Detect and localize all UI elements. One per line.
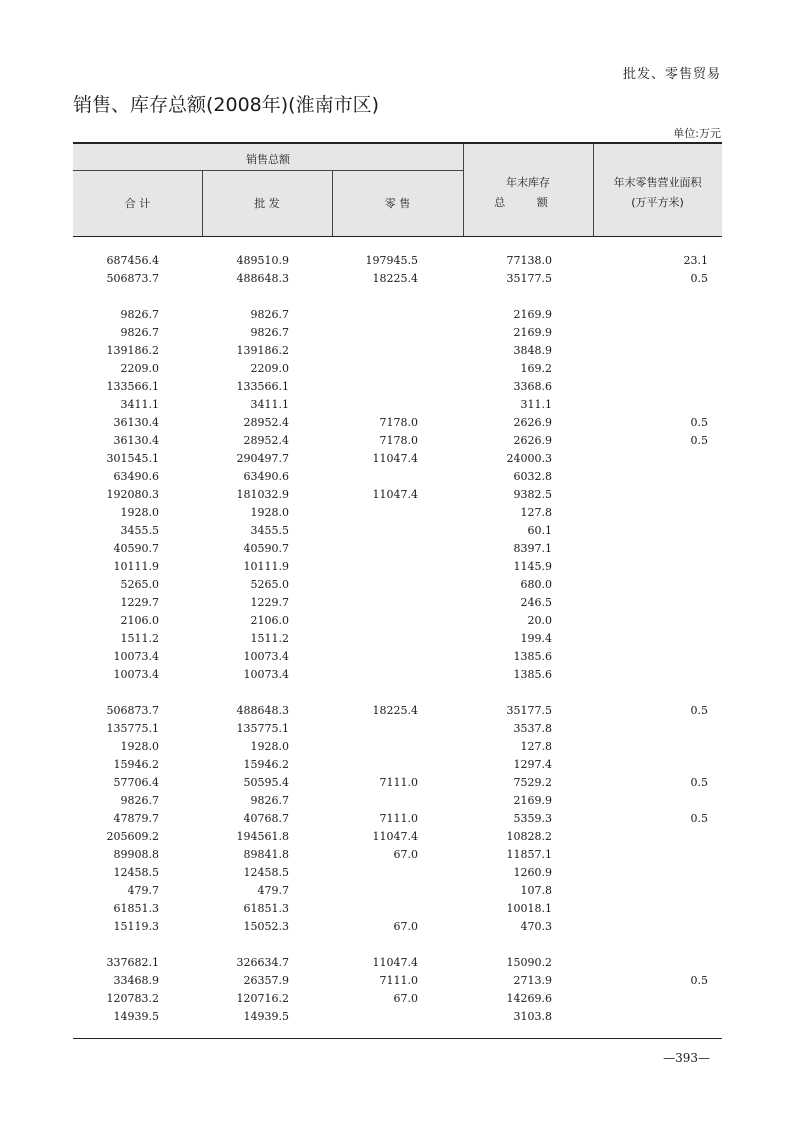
chapter-label: 批发、零售贸易 (622, 67, 721, 82)
table-row (73, 396, 722, 414)
header-retail-area: 年末零售营业面积 (613, 176, 702, 189)
cell-wholesale: 26357.9 (243, 974, 289, 987)
cell-wholesale: 194561.8 (236, 830, 289, 843)
cell-total: 47879.7 (113, 812, 159, 825)
page-title: 销售、库存总额(2008年)(淮南市区) (73, 94, 380, 116)
header-total: 合 计 (124, 197, 151, 210)
cell-total: 3411.1 (120, 398, 159, 411)
table-row (73, 900, 722, 918)
table-row (73, 846, 722, 864)
table-row (73, 972, 722, 990)
cell-inventory: 24000.3 (506, 452, 552, 465)
cell-total: 12458.5 (113, 866, 159, 879)
cell-total: 1511.2 (120, 632, 159, 645)
cell-inventory: 3537.8 (513, 722, 552, 735)
cell-retail: 7111.0 (379, 812, 418, 825)
cell-retail-area: 0.5 (690, 776, 708, 789)
cell-wholesale: 10073.4 (243, 668, 289, 681)
table-row (73, 612, 722, 630)
cell-inventory: 8397.1 (513, 542, 552, 555)
cell-retail-area: 23.1 (683, 254, 708, 267)
cell-inventory: 10828.2 (506, 830, 552, 843)
cell-inventory: 2169.9 (513, 326, 552, 339)
cell-total: 2209.0 (120, 362, 159, 375)
cell-wholesale: 1229.7 (250, 596, 289, 609)
cell-inventory: 107.8 (520, 884, 552, 897)
cell-wholesale: 40768.7 (243, 812, 289, 825)
page-number: —393— (663, 1051, 710, 1065)
cell-wholesale: 9826.7 (250, 326, 289, 339)
cell-retail: 18225.4 (372, 704, 418, 717)
cell-total: 192080.3 (106, 488, 159, 501)
cell-wholesale: 15052.3 (243, 920, 289, 933)
cell-inventory: 10018.1 (506, 902, 552, 915)
cell-inventory: 15090.2 (506, 956, 552, 969)
cell-wholesale: 1511.2 (250, 632, 289, 645)
table-row (73, 864, 722, 882)
table-row (73, 720, 722, 738)
cell-wholesale: 2106.0 (250, 614, 289, 627)
cell-inventory: 1385.6 (513, 668, 552, 681)
cell-total: 133566.1 (106, 380, 159, 393)
table-row (73, 540, 722, 558)
cell-inventory: 1260.9 (513, 866, 552, 879)
cell-inventory: 9382.5 (513, 488, 552, 501)
cell-inventory: 3103.8 (513, 1010, 552, 1023)
cell-inventory: 2169.9 (513, 794, 552, 807)
cell-total: 15946.2 (113, 758, 159, 771)
cell-total: 10073.4 (113, 668, 159, 681)
cell-inventory: 311.1 (520, 398, 552, 411)
cell-inventory: 127.8 (520, 740, 552, 753)
cell-retail: 197945.5 (365, 254, 418, 267)
cell-wholesale: 3455.5 (250, 524, 289, 537)
table-row (73, 252, 722, 270)
cell-retail-area: 0.5 (690, 974, 708, 987)
table-row (73, 432, 722, 450)
table-row (73, 756, 722, 774)
bottom-rule (73, 1038, 722, 1039)
cell-inventory: 3368.6 (513, 380, 552, 393)
cell-inventory: 60.1 (527, 524, 552, 537)
cell-retail: 7111.0 (379, 776, 418, 789)
cell-inventory: 7529.2 (513, 776, 552, 789)
cell-wholesale: 2209.0 (250, 362, 289, 375)
cell-retail-area: 0.5 (690, 416, 708, 429)
table-row (73, 414, 722, 432)
cell-inventory: 11857.1 (506, 848, 552, 861)
cell-wholesale: 3411.1 (250, 398, 289, 411)
cell-inventory: 2169.9 (513, 308, 552, 321)
cell-inventory: 1297.4 (513, 758, 552, 771)
cell-wholesale: 290497.7 (236, 452, 289, 465)
cell-total: 36130.4 (113, 434, 159, 447)
cell-wholesale: 61851.3 (243, 902, 289, 915)
table-row (73, 342, 722, 360)
cell-wholesale: 28952.4 (243, 416, 289, 429)
cell-retail-area: 0.5 (690, 704, 708, 717)
cell-total: 1928.0 (120, 506, 159, 519)
table-row (73, 828, 722, 846)
cell-total: 9826.7 (120, 326, 159, 339)
cell-wholesale: 139186.2 (236, 344, 289, 357)
table-row (73, 450, 722, 468)
table-row (73, 576, 722, 594)
cell-total: 205609.2 (106, 830, 159, 843)
cell-retail: 67.0 (393, 848, 418, 861)
table-row (73, 954, 722, 972)
cell-inventory: 20.0 (527, 614, 552, 627)
cell-inventory: 3848.9 (513, 344, 552, 357)
cell-retail: 18225.4 (372, 272, 418, 285)
cell-total: 61851.3 (113, 902, 159, 915)
cell-total: 139186.2 (106, 344, 159, 357)
cell-retail: 7178.0 (379, 434, 418, 447)
data-table (73, 142, 722, 1026)
cell-wholesale: 1928.0 (250, 506, 289, 519)
cell-inventory: 127.8 (520, 506, 552, 519)
cell-wholesale: 63490.6 (243, 470, 289, 483)
cell-inventory: 169.2 (520, 362, 552, 375)
cell-wholesale: 1928.0 (250, 740, 289, 753)
cell-wholesale: 9826.7 (250, 794, 289, 807)
unit-label: 单位:万元 (673, 127, 721, 140)
cell-total: 40590.7 (113, 542, 159, 555)
table-row (73, 882, 722, 900)
table-row (73, 360, 722, 378)
cell-inventory: 199.4 (520, 632, 552, 645)
table-row (73, 774, 722, 792)
cell-total: 57706.4 (113, 776, 159, 789)
cell-wholesale: 326634.7 (236, 956, 289, 969)
cell-inventory: 246.5 (520, 596, 552, 609)
table-row (73, 630, 722, 648)
table-row (73, 918, 722, 936)
cell-inventory: 2626.9 (513, 416, 552, 429)
table-row (73, 792, 722, 810)
cell-total: 135775.1 (106, 722, 159, 735)
table-row (73, 270, 722, 288)
cell-total: 5265.0 (120, 578, 159, 591)
cell-inventory: 6032.8 (513, 470, 552, 483)
cell-wholesale: 5265.0 (250, 578, 289, 591)
cell-inventory: 35177.5 (506, 704, 552, 717)
cell-wholesale: 10073.4 (243, 650, 289, 663)
cell-total: 33468.9 (113, 974, 159, 987)
cell-wholesale: 135775.1 (236, 722, 289, 735)
header-divider (73, 170, 463, 171)
table-row (73, 738, 722, 756)
cell-inventory: 2626.9 (513, 434, 552, 447)
cell-retail: 11047.4 (372, 830, 418, 843)
cell-inventory: 2713.9 (513, 974, 552, 987)
cell-wholesale: 488648.3 (236, 272, 289, 285)
cell-total: 120783.2 (106, 992, 159, 1005)
cell-wholesale: 10111.9 (243, 560, 289, 573)
header-inventory-total: 总 额 (494, 196, 562, 209)
row-spacer (73, 684, 722, 702)
table-row (73, 378, 722, 396)
table-row (73, 648, 722, 666)
cell-wholesale: 488648.3 (236, 704, 289, 717)
cell-total: 301545.1 (106, 452, 159, 465)
cell-wholesale: 28952.4 (243, 434, 289, 447)
cell-total: 36130.4 (113, 416, 159, 429)
table-row (73, 990, 722, 1008)
header-sales-total: 销售总额 (246, 153, 290, 166)
cell-total: 2106.0 (120, 614, 159, 627)
cell-retail-area: 0.5 (690, 272, 708, 285)
header-inventory: 年末库存 (506, 176, 550, 189)
cell-total: 687456.4 (106, 254, 159, 267)
cell-wholesale: 50595.4 (243, 776, 289, 789)
header-retail: 零 售 (384, 197, 411, 210)
cell-total: 506873.7 (106, 272, 159, 285)
cell-retail-area: 0.5 (690, 434, 708, 447)
cell-retail: 67.0 (393, 920, 418, 933)
column-divider (463, 144, 464, 236)
cell-inventory: 5359.3 (513, 812, 552, 825)
table-row (73, 666, 722, 684)
cell-total: 1928.0 (120, 740, 159, 753)
cell-inventory: 680.0 (520, 578, 552, 591)
table-row (73, 702, 722, 720)
cell-total: 89908.8 (113, 848, 159, 861)
cell-retail: 67.0 (393, 992, 418, 1005)
cell-total: 63490.6 (113, 470, 159, 483)
column-divider (593, 144, 594, 236)
table-row (73, 558, 722, 576)
row-spacer (73, 288, 722, 306)
header-retail-area-unit: (万平方米) (631, 196, 684, 209)
cell-wholesale: 479.7 (257, 884, 289, 897)
cell-wholesale: 14939.5 (243, 1010, 289, 1023)
cell-total: 9826.7 (120, 794, 159, 807)
table-body (73, 252, 722, 1026)
cell-wholesale: 9826.7 (250, 308, 289, 321)
cell-wholesale: 40590.7 (243, 542, 289, 555)
cell-total: 9826.7 (120, 308, 159, 321)
cell-total: 14939.5 (113, 1010, 159, 1023)
cell-total: 10073.4 (113, 650, 159, 663)
table-row (73, 324, 722, 342)
table-header (73, 142, 722, 237)
table-row (73, 1008, 722, 1026)
cell-total: 506873.7 (106, 704, 159, 717)
cell-wholesale: 12458.5 (243, 866, 289, 879)
cell-retail: 7111.0 (379, 974, 418, 987)
cell-total: 1229.7 (120, 596, 159, 609)
table-row (73, 594, 722, 612)
cell-wholesale: 89841.8 (243, 848, 289, 861)
cell-wholesale: 120716.2 (236, 992, 289, 1005)
cell-wholesale: 489510.9 (236, 254, 289, 267)
table-row (73, 810, 722, 828)
cell-inventory: 35177.5 (506, 272, 552, 285)
cell-inventory: 77138.0 (506, 254, 552, 267)
cell-retail: 11047.4 (372, 452, 418, 465)
header-wholesale: 批 发 (254, 197, 280, 210)
cell-total: 337682.1 (106, 956, 159, 969)
cell-retail: 7178.0 (379, 416, 418, 429)
cell-retail: 11047.4 (372, 488, 418, 501)
cell-retail: 11047.4 (372, 956, 418, 969)
cell-inventory: 14269.6 (506, 992, 552, 1005)
table-row (73, 522, 722, 540)
cell-retail-area: 0.5 (690, 812, 708, 825)
cell-inventory: 1385.6 (513, 650, 552, 663)
cell-wholesale: 15946.2 (243, 758, 289, 771)
table-row (73, 504, 722, 522)
cell-total: 10111.9 (113, 560, 159, 573)
cell-total: 479.7 (127, 884, 159, 897)
cell-total: 15119.3 (113, 920, 159, 933)
cell-wholesale: 181032.9 (236, 488, 289, 501)
cell-total: 3455.5 (120, 524, 159, 537)
cell-inventory: 1145.9 (513, 560, 552, 573)
table-row (73, 306, 722, 324)
row-spacer (73, 936, 722, 954)
table-row (73, 468, 722, 486)
cell-wholesale: 133566.1 (236, 380, 289, 393)
cell-inventory: 470.3 (520, 920, 552, 933)
table-row (73, 486, 722, 504)
